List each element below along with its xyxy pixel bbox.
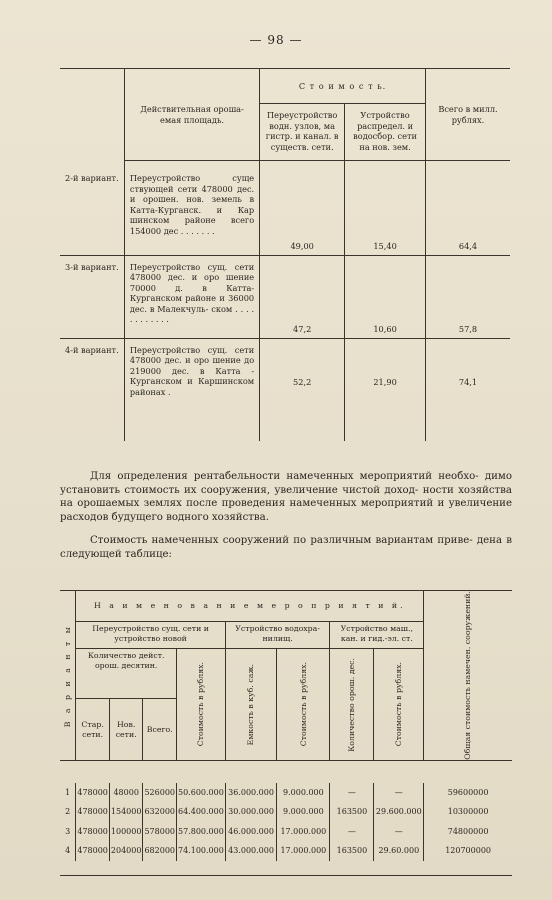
machine-cost-subheader: Стоимость в рублях. bbox=[394, 662, 404, 747]
all-header: Всего. bbox=[146, 724, 173, 734]
old-network-header: Стар. сети. bbox=[81, 720, 104, 739]
old-network-value: 478000 bbox=[77, 807, 108, 817]
machine-cost-value: 29.60.000 bbox=[374, 841, 424, 861]
row-number: 3 bbox=[60, 822, 76, 842]
total-cost-value: 59600000 bbox=[424, 783, 512, 803]
reservoir-cost-value: 17.000.000 bbox=[277, 822, 330, 842]
paragraph-rentability bbox=[60, 470, 512, 524]
total-cost-header: Общая стоимость намечен. сооружений. bbox=[463, 591, 473, 760]
paragraph-intro-table bbox=[60, 534, 512, 561]
all-value: 682000 bbox=[143, 841, 177, 861]
reservoir-cost-value: 17.000.000 bbox=[277, 841, 330, 861]
all-value: 632000 bbox=[143, 802, 177, 822]
reservoir-cost-subheader: Стоимость в рублях. bbox=[298, 662, 308, 747]
row-number: 4 bbox=[60, 841, 76, 861]
new-network-value: 154000 bbox=[109, 802, 143, 822]
new-network-header: Нов. сети. bbox=[115, 720, 137, 739]
machine-count-value: 163500 bbox=[330, 841, 374, 861]
machines-group-header: Устройство маш., кан. и гид.-эл. ст. bbox=[340, 624, 413, 643]
cost-value: 50.600.000 bbox=[177, 783, 226, 803]
capacity-value: 36.000.000 bbox=[225, 783, 276, 803]
total-value: 64,4 bbox=[458, 241, 478, 251]
old-network-value: 478000 bbox=[77, 826, 108, 836]
total-cost-value: 74800000 bbox=[424, 822, 512, 842]
new-network-value: 204000 bbox=[109, 841, 143, 861]
machine-cost-value: — bbox=[374, 783, 424, 803]
total-header: Всего в милл. рублях. bbox=[438, 104, 498, 125]
total-cost-value: 120700000 bbox=[424, 841, 512, 861]
area-subheader: Количество дейст. орош. десятин. bbox=[87, 651, 165, 670]
count-des-subheader: Количество орош. дес. bbox=[347, 657, 357, 752]
machine-count-value: 163500 bbox=[330, 802, 374, 822]
variants-header: В а р и а н т ы bbox=[62, 623, 72, 728]
device-value: 15,40 bbox=[373, 241, 397, 251]
area-header: Действительная ороша- емая площадь. bbox=[140, 104, 244, 125]
cost-value: 64.400.000 bbox=[177, 802, 226, 822]
cost-value: 74.100.000 bbox=[177, 841, 226, 861]
machine-count-value: — bbox=[330, 822, 374, 842]
reconstruction-header: Переустройство водн. узлов, ма гистр. и канал. в существ. сети. bbox=[265, 110, 339, 152]
variant-header-empty bbox=[60, 69, 124, 161]
reconstruction-group-header: Переустройство сущ. сети и устройство новой bbox=[92, 624, 209, 643]
reconstruction-value: 49,00 bbox=[290, 241, 314, 251]
total-value: 57,8 bbox=[458, 324, 478, 334]
cost-rub-subheader: Стоимость в рублях. bbox=[196, 662, 206, 747]
machine-cost-value: 29.600.000 bbox=[374, 802, 424, 822]
capacity-subheader: Емкость в куб. саж. bbox=[246, 663, 256, 746]
old-network-value: 478000 bbox=[77, 787, 108, 797]
all-value: 526000 bbox=[143, 783, 177, 803]
capacity-value: 43.000.000 bbox=[225, 841, 276, 861]
reservoirs-group-header: Устройство водохра- нилищ. bbox=[235, 624, 320, 643]
reconstruction-value: 47,2 bbox=[293, 324, 312, 334]
row-number: 2 bbox=[60, 802, 76, 822]
variant-description: Переустройство сущ. сети 478000 дес. и оро шение 70000 д. в Катта- Курганском районе и 36000 дес. в Малекчуль- ском . . . . . . . . . . . . bbox=[129, 261, 255, 324]
variant-label: 4-й вариант. bbox=[65, 344, 119, 355]
reconstruction-value: 52,2 bbox=[293, 376, 312, 387]
reservoir-cost-value: 9.000.000 bbox=[277, 802, 330, 822]
device-value: 10,60 bbox=[373, 324, 397, 334]
old-network-value: 478000 bbox=[77, 846, 108, 856]
device-header: Устройство распредел. и водосбор. сети на нов. зем. bbox=[353, 110, 417, 152]
variant-description: Переустройство суще ствующей сети 478000 дес. и орошен. нов. земель в Катта-Курганск. и Кар шинском районе всего 154000 дес . . . . . . . bbox=[129, 173, 255, 236]
paragraph-text-1: Для определения рентабельности намеченных мероприятий необхо- димо установить стоимость их сооружения, увеличение чистой доход- ности хозяйства на орошаемых землях после проведения намеченных мероприятий и увеличение расходов будущего водного хозяйства. bbox=[60, 471, 512, 523]
new-network-value: 48000 bbox=[109, 783, 143, 803]
capacity-value: 30.000.000 bbox=[225, 802, 276, 822]
variant-label: 2-й вариант. bbox=[65, 172, 119, 183]
cost-header: С т о и м о с т ь. bbox=[298, 80, 387, 91]
device-value: 21,90 bbox=[373, 376, 397, 387]
cost-table-millions bbox=[60, 68, 510, 441]
all-value: 578000 bbox=[143, 822, 177, 842]
machine-cost-value: — bbox=[374, 822, 424, 842]
capacity-value: 46.000.000 bbox=[225, 822, 276, 842]
measures-header: Н а и м е н о в а н и е м е р о п р и я т и й. bbox=[93, 601, 406, 611]
total-value: 74,1 bbox=[458, 376, 478, 387]
variant-label: 3-й вариант. bbox=[65, 261, 119, 272]
page-number: — 98 — bbox=[249, 33, 303, 47]
variant-description: Переустройство сущ. сети 478000 дес. и оро шение до 219000 дес. в Катта - Курганском и Каршинском районах . bbox=[129, 344, 255, 397]
total-cost-value: 10300000 bbox=[424, 802, 512, 822]
new-network-value: 100000 bbox=[109, 822, 143, 842]
cost-value: 57.800.000 bbox=[177, 822, 226, 842]
structures-cost-table bbox=[60, 590, 512, 876]
paragraph-text-2: Стоимость намеченных сооружений по различным вариантам приве- дена в следующей таблице: bbox=[60, 535, 512, 560]
row-number: 1 bbox=[60, 783, 76, 803]
machine-count-value: — bbox=[330, 783, 374, 803]
reservoir-cost-value: 9.000.000 bbox=[277, 783, 330, 803]
